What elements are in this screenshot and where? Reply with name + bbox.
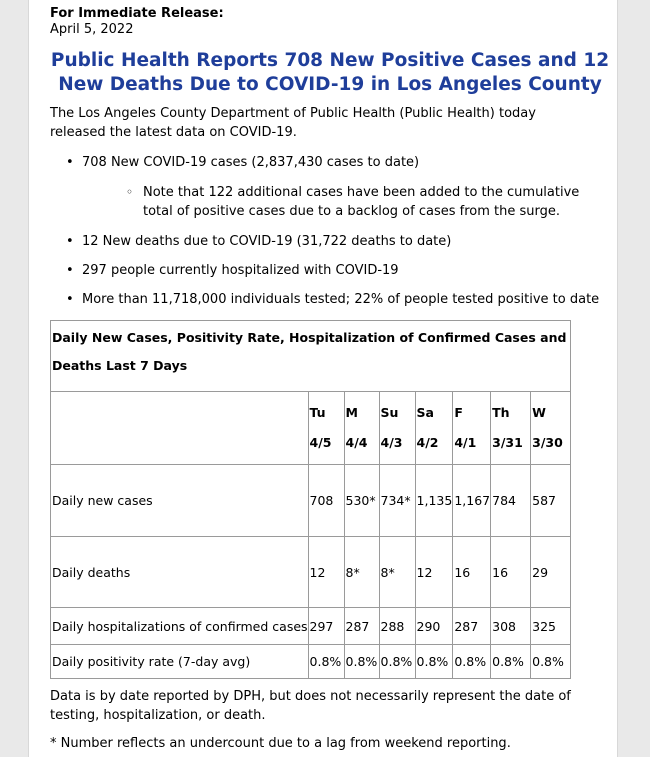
table-row — [51, 645, 571, 679]
table-cell: 12 — [308, 537, 344, 608]
table-cell: 16 — [453, 537, 491, 608]
bullet-new-deaths: • 12 New deaths due to COVID-19 (31,722 deaths to date) — [50, 232, 451, 251]
table-cell: 0.8% — [415, 645, 453, 679]
table-row — [51, 465, 571, 537]
table-cell: 0.8% — [308, 645, 344, 679]
daily-stats-table — [50, 320, 571, 679]
table-header-row — [51, 392, 571, 465]
table-cell: 0.8% — [531, 645, 571, 679]
table-cell: 287 — [344, 608, 379, 645]
release-label: For Immediate Release: — [50, 6, 224, 21]
header-blank-cell — [51, 392, 309, 465]
table-row — [51, 537, 571, 608]
footnote-reporting: Data is by date reported by DPH, but does not necessarily represent the date of testing, hospitalization, or death. — [50, 689, 571, 723]
table-cell: 297 — [308, 608, 344, 645]
row-label: Daily positivity rate (7-day avg) — [51, 645, 309, 679]
press-release-page — [28, 0, 618, 757]
table-title-row — [51, 321, 571, 392]
table-cell: 325 — [531, 608, 571, 645]
headline: Public Health Reports 708 New Positive Cases and 12 New Deaths Due to COVID-19 in Los Angeles County — [50, 50, 610, 95]
table-cell: 1,167 — [453, 465, 491, 537]
header-day: Su 4/3 — [379, 392, 415, 465]
header-day: Th 3/31 — [491, 392, 531, 465]
bullet-tested: • More than 11,718,000 individuals tested; 22% of people tested positive to date — [50, 290, 599, 309]
table-title: Daily New Cases, Positivity Rate, Hospitalization of Confirmed Cases and Deaths Last 7 Days — [51, 321, 571, 392]
header-day: M 4/4 — [344, 392, 379, 465]
table-cell: 8* — [379, 537, 415, 608]
table-cell: 287 — [453, 608, 491, 645]
table-cell: 0.8% — [379, 645, 415, 679]
header-day: W 3/30 — [531, 392, 571, 465]
table-cell: 1,135 — [415, 465, 453, 537]
table-cell: 0.8% — [491, 645, 531, 679]
bullet-cases-note: ◦ Note that 122 additional cases have been added to the cumulative total of positive cases due to a backlog of cases from the surge. — [50, 183, 603, 221]
table-cell: 587 — [531, 465, 571, 537]
table-cell: 288 — [379, 608, 415, 645]
table-cell: 784 — [491, 465, 531, 537]
row-label: Daily deaths — [51, 537, 309, 608]
release-date: April 5, 2022 — [50, 22, 134, 37]
table-row — [51, 608, 571, 645]
row-label: Daily new cases — [51, 465, 309, 537]
table-cell: 29 — [531, 537, 571, 608]
header-day: Tu 4/5 — [308, 392, 344, 465]
bullet-new-cases: • 708 New COVID-19 cases (2,837,430 cases to date) — [50, 153, 419, 172]
header-day: Sa 4/2 — [415, 392, 453, 465]
table-cell: 0.8% — [344, 645, 379, 679]
table-cell: 12 — [415, 537, 453, 608]
table-cell: 8* — [344, 537, 379, 608]
intro-paragraph: The Los Angeles County Department of Public Health (Public Health) today released the latest data on COVID-19. — [50, 106, 536, 140]
row-label: Daily hospitalizations of confirmed cases — [51, 608, 309, 645]
table-cell: 708 — [308, 465, 344, 537]
table-cell: 308 — [491, 608, 531, 645]
table-cell: 290 — [415, 608, 453, 645]
table-cell: 0.8% — [453, 645, 491, 679]
table-cell: 530* — [344, 465, 379, 537]
table-cell: 16 — [491, 537, 531, 608]
table-cell: 734* — [379, 465, 415, 537]
header-day: F 4/1 — [453, 392, 491, 465]
footnote-undercount: * Number reflects an undercount due to a lag from weekend reporting. — [50, 736, 511, 751]
bullet-hospitalized: • 297 people currently hospitalized with COVID-19 — [50, 261, 399, 280]
